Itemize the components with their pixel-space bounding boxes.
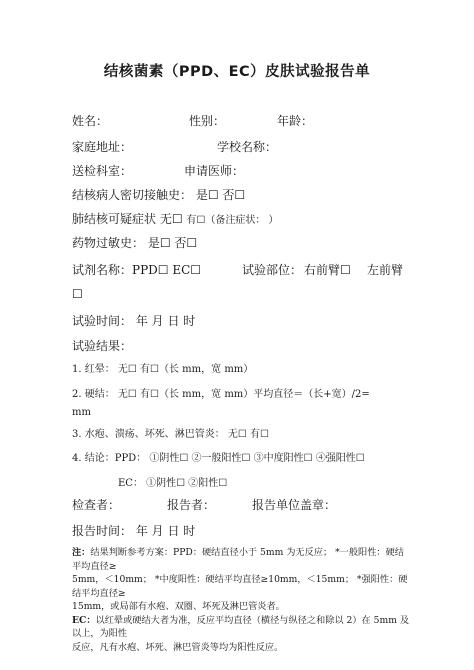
note-line-4: EC：以红晕或硬结大者为准，反应平均直径（横径与纵径之和除以 2）在 5mm 及以上，为阳性	[72, 614, 410, 639]
page-title: 结核菌素（PPD、EC）皮肤试验报告单	[103, 64, 371, 80]
note-prefix: 注：	[72, 547, 91, 558]
note-line-1: 注：结果判断参考方案：PPD：硬结直径小于 5mm 为无反应； *一般阳性：硬结平均直径≥	[72, 547, 404, 572]
suspect-symptoms	[72, 211, 279, 229]
note-line-3: 15mm，或局部有水疱、双圈、坏死及淋巴管炎者。	[72, 601, 285, 612]
address-label: 家庭地址：	[72, 140, 133, 154]
doctor-label: 申请医师：	[184, 164, 245, 178]
age-label: 年龄：	[277, 114, 314, 128]
seal-label: 报告单位盖章：	[252, 498, 337, 512]
result-title: 试验结果：	[72, 339, 133, 353]
site-right: 右前臂☐	[304, 263, 351, 277]
result-blister: 3. 水疱、溃疡、坏死、淋巴管炎： 无☐ 有☐	[72, 429, 270, 440]
test-time: 试验时间： 年 月 日 时	[72, 314, 196, 328]
site-left-box: ☐	[72, 287, 83, 301]
result-conclusion-ec: EC： ①阴性☐ ②阳性☐	[118, 478, 228, 489]
school-label: 学校名称：	[217, 140, 278, 154]
gender-label: 性别：	[189, 114, 226, 128]
dept-label: 送检科室：	[72, 164, 133, 178]
reagent-label: 试剂名称：PPD☐ EC☐	[72, 263, 202, 277]
site-left: 左前臂	[367, 263, 404, 277]
contact-history: 结核病人密切接触史： 是☐ 否☐	[72, 188, 246, 202]
report-time: 报告时间： 年 月 日 时	[72, 524, 196, 538]
notes-block	[72, 546, 412, 654]
suspect-label: 肺结核可疑症状 无☐	[72, 212, 187, 226]
drug-allergy: 药物过敏史： 是☐ 否☐	[72, 236, 198, 250]
result-induration: 2. 硬结： 无☐ 有☐（长 mm，宽 mm）平均直径＝（长+宽）/2=	[72, 389, 370, 400]
note-line-5: 反应，凡有水疱、坏死、淋巴管炎等均为阳性反应。	[72, 641, 284, 653]
name-label: 姓名：	[72, 114, 109, 128]
note-ec-label: EC：	[72, 614, 96, 626]
checker-label: 检查者：	[72, 498, 121, 512]
result-induration-unit: mm	[72, 407, 91, 418]
result-redness: 1. 红晕： 无☐ 有☐（长 mm，宽 mm）	[72, 364, 254, 375]
site-label: 试验部位：	[242, 263, 303, 277]
suspect-yes: 有☐（备注症状： ）	[186, 215, 279, 226]
note-line-2: 5mm，＜10mm； *中度阳性：硬结平均直径≥10mm，＜15mm； *强阳性：硬结平均直径≥	[72, 574, 408, 599]
reporter-label: 报告者：	[167, 498, 216, 512]
result-conclusion-ppd: 4. 结论：PPD： ①阴性☐ ②一般阳性☐ ③中度阳性☐ ④强阳性☐	[72, 453, 365, 464]
